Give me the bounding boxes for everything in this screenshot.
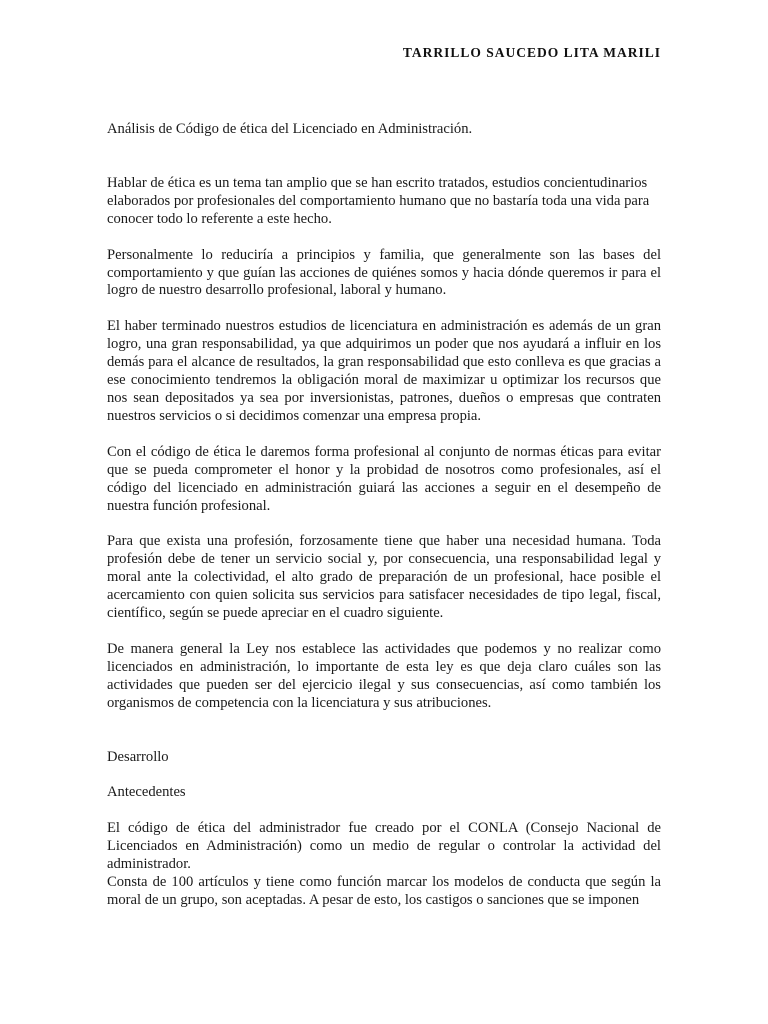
section-heading: Desarrollo (107, 748, 169, 765)
paragraph: De manera general la Ley nos establece las actividades que podemos y no realizar como licenciados en administración, lo importante de esta ley es que deja claro cuáles son las actividades que pueden ser del ejercicio ilegal y sus consecuencias, así como también los organismos de competencia con la licenciatura y sus atribuciones. (107, 640, 661, 711)
paragraph: Personalmente lo reduciría a principios y familia, que generalmente son las bases del comportamiento y que guían las acciones de quiénes somos y hacia dónde queremos ir para el logro de nuestro desarrollo profesional, laboral y humano. (107, 246, 661, 299)
paragraph: Consta de 100 artículos y tiene como función marcar los modelos de conducta que según la moral de un grupo, son aceptadas. A pesar de esto, los castigos o sanciones que se imponen (107, 874, 661, 908)
subsection-heading: Antecedentes (107, 784, 186, 801)
paragraph: El código de ética del administrador fue creado por el CONLA (Consejo Nacional de Licenciados en Administración) como un medio de regular o controlar la actividad del administrador. (107, 820, 661, 873)
document-title: Análisis de Código de ética del Licenciado en Administración. (107, 121, 473, 137)
document-body (107, 121, 661, 910)
author-name: TARRILLO SAUCEDO LITA MARILI (402, 45, 661, 60)
paragraph: Con el código de ética le daremos forma profesional al conjunto de normas éticas para evitar que se pueda comprometer el honor y la probidad de nosotros como profesionales, así el código del licenciado en administración guiará las acciones a seguir en el desempeño de nuestra función profesional. (107, 443, 661, 514)
paragraph: El haber terminado nuestros estudios de licenciatura en administración es además de un gran logro, una gran responsabilidad, ya que adquirimos un poder que nos ayudará a influir en los demás para el alcance de resultados, la gran responsabilidad que esto conlleva es que gracias a ese conocimiento tendremos la obligación moral de maximizar u optimizar los recursos que nos sean depositados ya sea por inversionistas, patrones, dueños o empresas que contraten nuestros servicios o si decidimos comenzar una empresa propia. (107, 318, 661, 424)
paragraph: Para que exista una profesión, forzosamente tiene que haber una necesidad humana. Toda profesión debe de tener un servicio social y, por consecuencia, una responsabilidad legal y moral ante la colectividad, el alto grado de preparación de un profesional, hace posible el acercamiento con quien solicita sus servicios para satisfacer necesidades de tipo legal, fiscal, científico, según se puede apreciar en el cuadro siguiente. (107, 533, 661, 622)
paragraph: Hablar de ética es un tema tan amplio que se han escrito tratados, estudios concientudinarios elaborados por profesionales del comportamiento humano que no bastaría toda una vida para conocer todo lo referente a este hecho. (107, 174, 650, 227)
